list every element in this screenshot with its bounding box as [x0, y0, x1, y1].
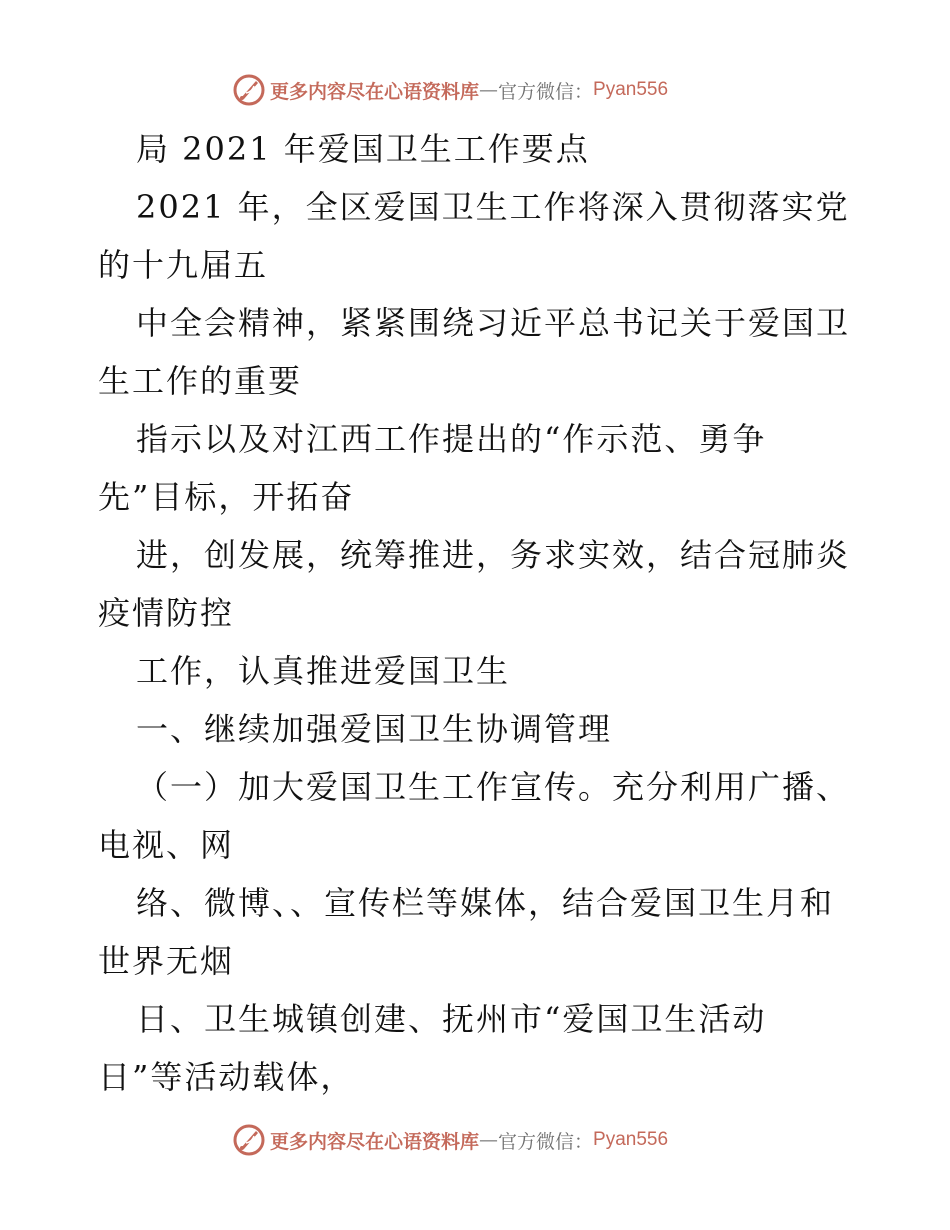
- paragraph-line: 日”等活动载体，: [98, 1058, 355, 1096]
- paragraph-line: 络、微博、、宣传栏等媒体，结合爱国卫生月和: [136, 884, 835, 922]
- paragraph-line: 先”目标，开拓奋: [98, 478, 355, 516]
- paragraph-line: 指示以及对江西工作提出的“作示范、勇争: [136, 420, 767, 458]
- document-title: 局 2021 年爱国卫生工作要点: [136, 130, 590, 168]
- header-banner: [232, 72, 712, 108]
- section-heading: 一、继续加强爱国卫生协调管理: [136, 710, 613, 748]
- wechat-label: 官方微信：: [498, 1130, 594, 1153]
- wechat-label: 官方微信：: [498, 80, 594, 103]
- paragraph-line: 疫情防控: [98, 594, 235, 632]
- wechat-id: Pyan556: [593, 79, 669, 100]
- site-name: 更多内容尽在心语资料库: [270, 1130, 480, 1153]
- paragraph-line: 的十九届五: [98, 246, 269, 284]
- paragraph-line: 工作，认真推进爱国卫生: [136, 652, 511, 690]
- feather-pen-logo-icon: [232, 1123, 266, 1157]
- footer-banner: [232, 1122, 712, 1158]
- paragraph-line: 进，创发展，统筹推进，务求实效，结合冠肺炎: [136, 536, 851, 574]
- paragraph-line: 电视、网: [98, 826, 235, 864]
- paragraph-line: 2021 年，全区爱国卫生工作将深入贯彻落实党: [136, 188, 850, 226]
- paragraph-line: 世界无烟: [98, 942, 235, 980]
- feather-pen-logo-icon: [232, 73, 266, 107]
- paragraph-line: 中全会精神，紧紧围绕习近平总书记关于爱国卫: [136, 304, 851, 342]
- paragraph-line: 日、卫生城镇创建、抚州市“爱国卫生活动: [136, 1000, 767, 1038]
- document-body: [98, 120, 858, 1106]
- banner-separator: —: [479, 1129, 499, 1151]
- site-name: 更多内容尽在心语资料库: [270, 80, 480, 103]
- wechat-id: Pyan556: [593, 1129, 669, 1150]
- paragraph-line: （一）加大爱国卫生工作宣传。充分利用广播、: [136, 768, 851, 806]
- banner-separator: —: [479, 79, 499, 101]
- paragraph-line: 生工作的重要: [98, 362, 303, 400]
